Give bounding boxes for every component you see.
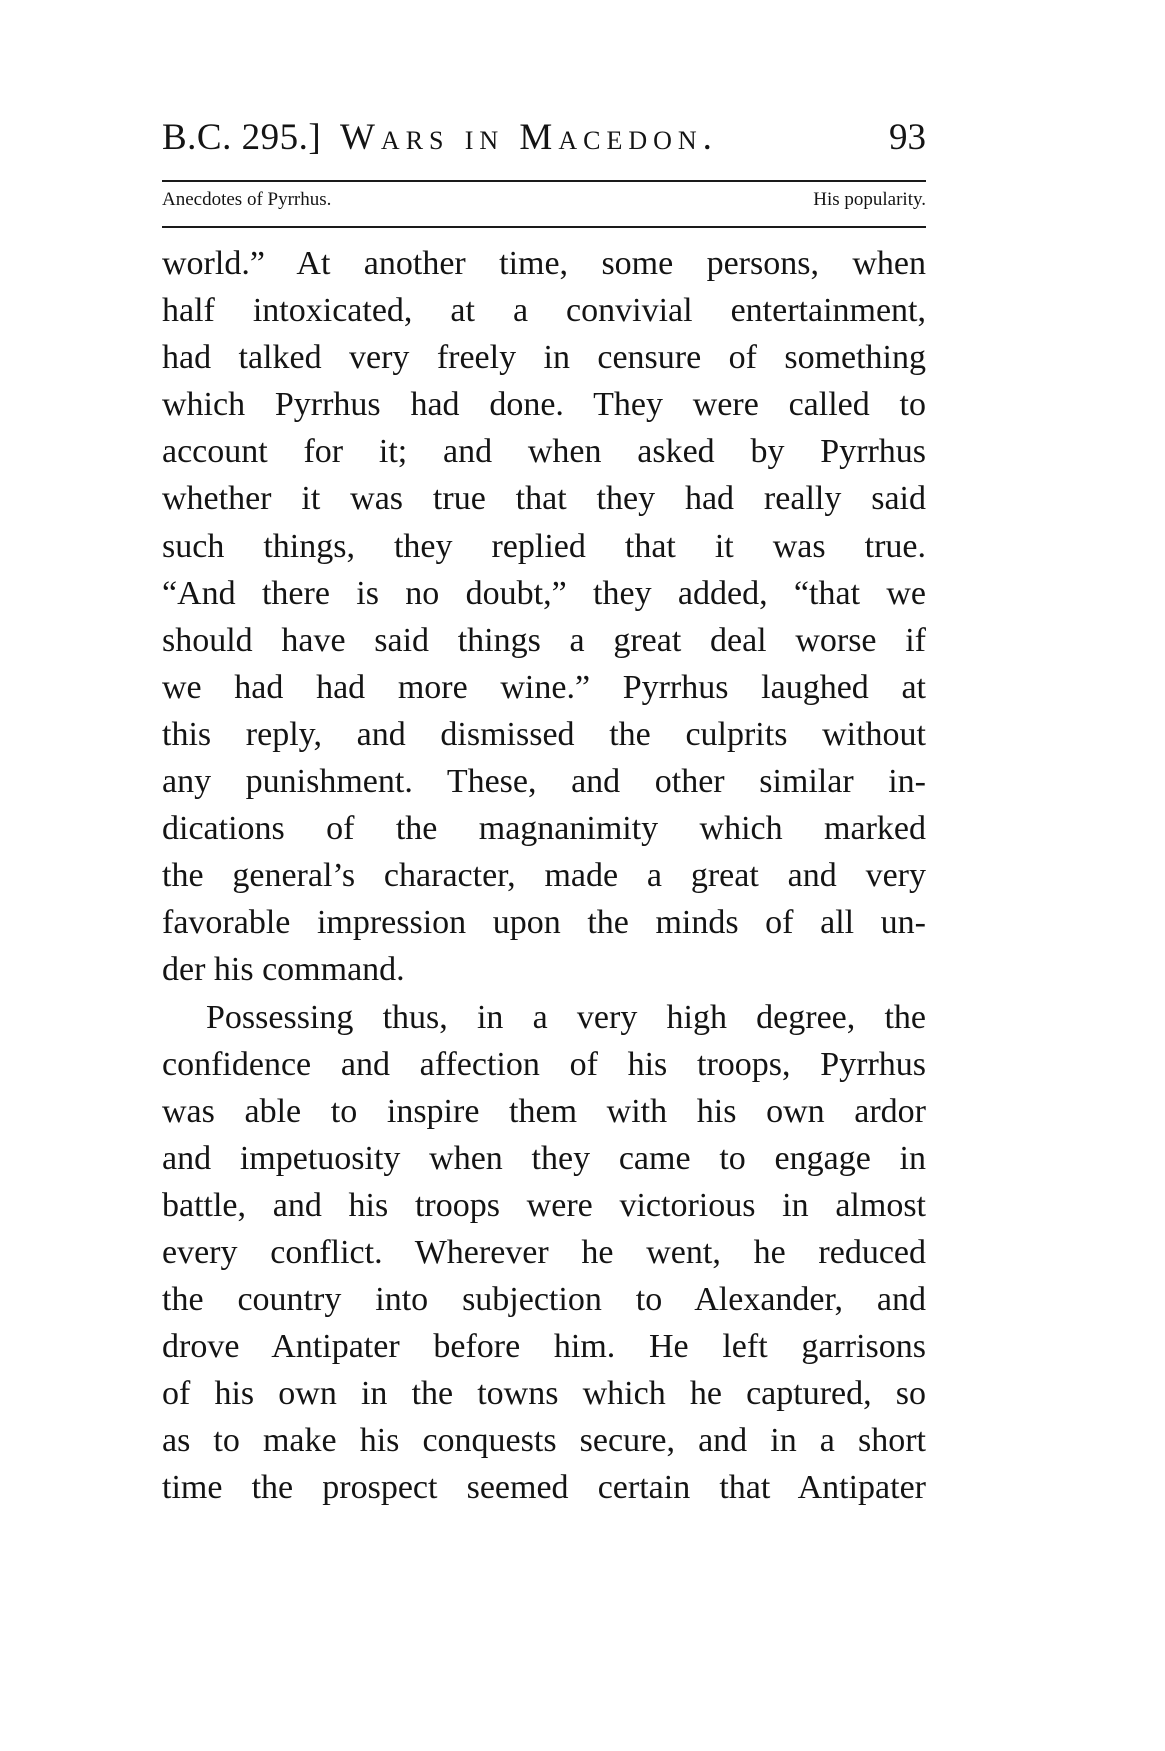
text-line: such things, they replied that it was true. <box>162 527 926 565</box>
running-header <box>162 116 926 172</box>
header-date: B.C. 295.] <box>162 117 322 158</box>
text-line: dications of the magnanimity which marked <box>162 810 926 848</box>
text-line: every conflict. Wherever he went, he reduced <box>162 1233 926 1271</box>
text-line: the country into subjection to Alexander, and <box>162 1281 926 1319</box>
text-line: and impetuosity when they came to engage in <box>162 1139 926 1177</box>
text-line: favorable impression upon the minds of all un- <box>162 904 926 942</box>
text-line: the general’s character, made a great and very <box>162 857 926 895</box>
body-text <box>162 240 926 1512</box>
paragraph-2 <box>162 994 926 1512</box>
header-rule-top <box>162 180 926 182</box>
text-line: this reply, and dismissed the culprits without <box>162 715 926 753</box>
text-line: world.” At another time, some persons, when <box>162 245 926 282</box>
text-line: was able to inspire them with his own ardor <box>162 1092 926 1130</box>
marginal-subheads <box>162 189 926 219</box>
text-line: should have said things a great deal worse if <box>162 621 926 659</box>
text-line: whether it was true that they had really said <box>162 480 926 518</box>
paragraph-1 <box>162 240 926 994</box>
text-line: time the prospect seemed certain that Antipater <box>162 1469 926 1507</box>
subhead-right: His popularity. <box>813 189 926 210</box>
header-rule-bottom <box>162 226 926 228</box>
text-line: der his command. <box>162 951 405 989</box>
text-line: drove Antipater before him. He left garrisons <box>162 1328 926 1366</box>
text-line: of his own in the towns which he captured, so <box>162 1375 926 1413</box>
text-line: battle, and his troops were victorious in almost <box>162 1186 926 1224</box>
header-title: Wars in Macedon. <box>340 117 718 158</box>
text-line: “And there is no doubt,” they added, “that we <box>162 574 926 612</box>
text-line: Possessing thus, in a very high degree, the <box>206 998 926 1036</box>
text-line: as to make his conquests secure, and in a short <box>162 1422 926 1460</box>
page-number: 93 <box>889 117 926 158</box>
text-line: confidence and affection of his troops, Pyrrhus <box>162 1045 926 1083</box>
text-line: account for it; and when asked by Pyrrhus <box>162 433 926 471</box>
text-line: which Pyrrhus had done. They were called to <box>162 386 926 424</box>
text-line: we had had more wine.” Pyrrhus laughed at <box>162 668 926 706</box>
subhead-left: Anecdotes of Pyrrhus. <box>162 189 332 210</box>
text-line: had talked very freely in censure of something <box>162 339 926 377</box>
text-line: half intoxicated, at a convivial entertainment, <box>162 292 926 330</box>
text-line: any punishment. These, and other similar in- <box>162 763 926 801</box>
